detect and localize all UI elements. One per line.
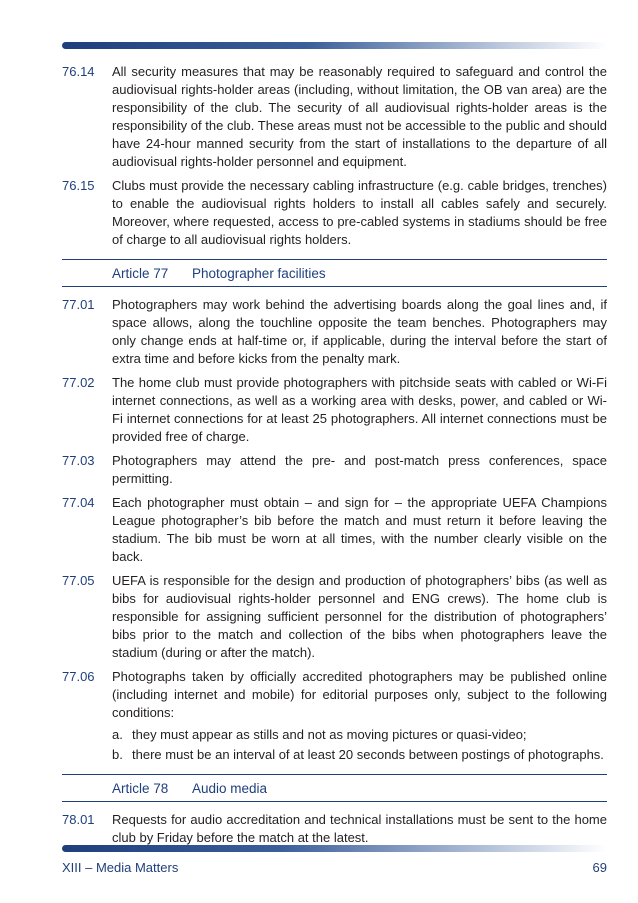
clause-77-02 [62,374,607,446]
clause-text: Photographers may attend the pre- and post-match press conferences, space permitting. [112,453,607,486]
list-item [112,726,607,744]
footer-section: XIII – Media Matters [62,860,179,875]
clause-text: The home club must provide photographers with pitchside seats with cabled or Wi-Fi internet connections, as well as a working area with desks, power, and cabled or Wi-Fi internet connections for at least 25 photographers. All internet connections must be provided free of charge. [112,375,607,444]
clause-text: Clubs must provide the necessary cabling infrastructure (e.g. cable bridges, trenches) to enable the audiovisual rights holders to install all cables safely and securely. Moreover, where requested, access to pre-cabled systems in stadiums should be free of charge to all audiovisual rights holders. [112,178,607,247]
clause-76-14 [62,63,607,171]
clause-number: 77.05 [62,573,95,588]
list-item-letter: b. [112,747,123,762]
clause-77-06 [62,668,607,764]
article-title: Audio media [192,781,268,796]
clause-number: 77.06 [62,669,95,684]
clause-77-05 [62,572,607,662]
article-78-heading [62,774,607,802]
clause-77-03 [62,452,607,488]
clause-number: 76.14 [62,64,95,79]
clause-76-15 [62,177,607,249]
header-rule [62,42,607,49]
article-77-heading [62,259,607,287]
clause-78-01 [62,811,607,847]
page-content [62,63,607,853]
list-item-text: there must be an interval of at least 20 seconds between postings of photographs. [132,747,604,762]
clause-text: Photographers may work behind the advertising boards along the goal lines and, if space allows, along the touchline opposite the team benches. Photographers may only change ends at half-time or, if applicable, during the interval before the start of extra time and before kicks from the penalty mark. [112,297,607,366]
page-number: 69 [592,860,607,875]
article-title: Photographer facilities [192,266,326,281]
clause-number: 77.04 [62,495,95,510]
clause-text: UEFA is responsible for the design and production of photographers’ bibs (as well as bibs for audiovisual rights-holder personnel and ENG crews). The home club is responsible for assigning sufficient personnel for the distribution of photographers’ bibs prior to the match and collection of the bibs when photographers leave the stadium (during or after the match). [112,573,607,660]
article-number: Article 78 [112,781,169,796]
article-number: Article 77 [112,266,169,281]
list-item [112,746,607,764]
clause-text: All security measures that may be reasonably required to safeguard and control the audiovisual rights-holder areas (including, without limitation, the OB van area) are the responsibility of the club. The security of all audiovisual rights-holder areas is the responsibility of the club. These areas must not be accessible to the public and should have 24-hour manned security from the start of installations to the departure of all audiovisual rights-holder personnel and equipment. [112,64,607,169]
clause-number: 77.03 [62,453,95,468]
clause-number: 77.02 [62,375,95,390]
clause-number: 78.01 [62,812,95,827]
clause-text: Photographs taken by officially accredited photographers may be published online (including internet and mobile) for editorial purposes only, subject to the following conditions: [112,669,607,720]
conditions-list [112,726,607,764]
clause-77-01 [62,296,607,368]
clause-text: Requests for audio accreditation and technical installations must be sent to the home club by Friday before the match at the latest. [112,812,607,845]
clause-77-04 [62,494,607,566]
list-item-text: they must appear as stills and not as moving pictures or quasi-video; [132,727,527,742]
clause-number: 77.01 [62,297,95,312]
footer-rule [62,845,607,852]
clause-number: 76.15 [62,178,95,193]
list-item-letter: a. [112,727,123,742]
clause-text: Each photographer must obtain – and sign for – the appropriate UEFA Champions League photographer’s bib before the match and must return it before leaving the stadium. The bib must be worn at all times, with the number clearly visible on the back. [112,495,607,564]
